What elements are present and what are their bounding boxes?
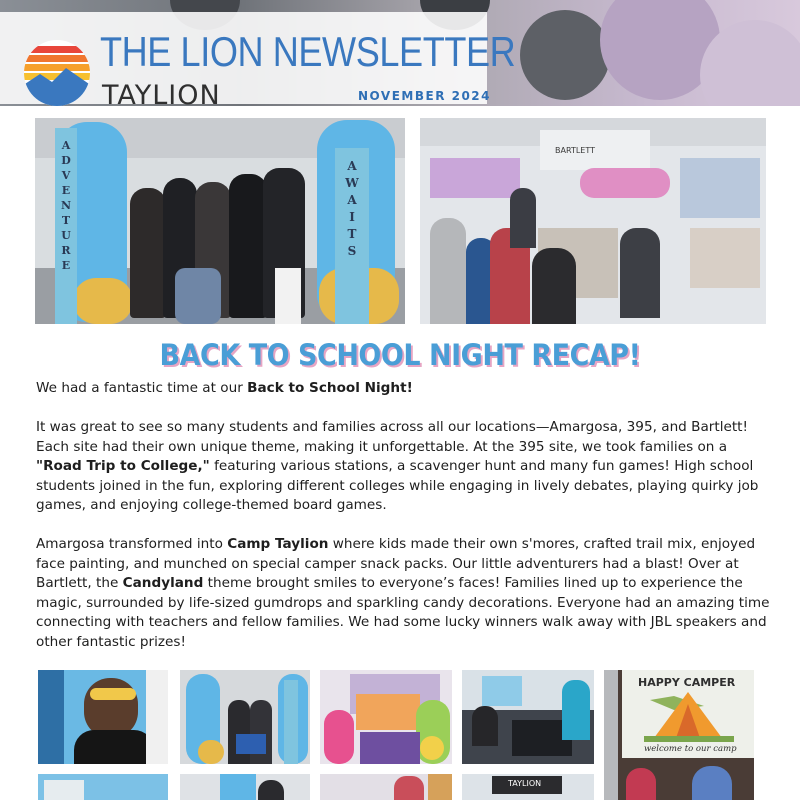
photo-row2-3 (320, 774, 452, 800)
bartlett-sign: BARTLETT (555, 146, 595, 155)
adventure-banner: ADVENTURE (60, 139, 72, 272)
photo-row2-2 (180, 774, 310, 800)
photo-candyland-display (320, 670, 452, 764)
happy-camper-title: HAPPY CAMPER (638, 676, 736, 689)
article-paragraph: We had a fantastic time at our Back to School Night! (36, 380, 413, 396)
photo-families-table (462, 670, 594, 764)
photo-happy-camper-banner (604, 670, 754, 800)
taylion-photo-sign: TAYLION (508, 779, 542, 788)
newsletter-title: THE LION NEWSLETTER (100, 28, 516, 75)
newsletter-subtitle: TAYLION (102, 80, 221, 111)
photo-row2-4 (462, 774, 594, 800)
newsletter-date: NOVEMBER 2024 (358, 89, 492, 103)
article-body (36, 379, 776, 672)
photo-row2-1 (38, 774, 168, 800)
article-paragraph: It was great to see so many students and families across all our locations—Amargosa, 395, and Bartlett! Each site had their own unique theme, making it unforgettable. At the 395 site, we took families on a "Road Trip to College," featuring various stations, a scavenger hunt and many fun games! High school students joined in the fun, exploring different colleges while engaging in lively debates, playing quirky job games, and enjoying college-themed board games. (36, 419, 759, 513)
awaits-banner: AWAITS (345, 159, 359, 258)
photo-balloon-arch-pair (180, 670, 310, 764)
photo-student-sunglasses (38, 670, 168, 764)
article-paragraph: Amargosa transformed into Camp Taylion where kids made their own s'mores, crafted trail mix, enjoyed face painting, and munched on special camper snack packs. Our little adventurers had a blast! Over at Bartlett, the Candyland theme brought smiles to everyone’s faces! Families lined up to experience the magic, surrounded by life-sized gumdrops and sparkling candy decorations. Everyone had an amazing time connecting with teachers and fellow families. We had some lucky winners walk away with JBL speakers and other fantastic prizes! (36, 536, 770, 650)
photo-adventure-awaits-group (35, 118, 405, 324)
tent-illustration-icon (644, 690, 734, 742)
article-headline: BACK TO SCHOOL NIGHT RECAP! (159, 338, 641, 372)
taylion-logo-icon (22, 38, 92, 108)
photo-classroom-activity (420, 118, 766, 324)
welcome-camp-text: welcome to our camp (644, 744, 737, 754)
